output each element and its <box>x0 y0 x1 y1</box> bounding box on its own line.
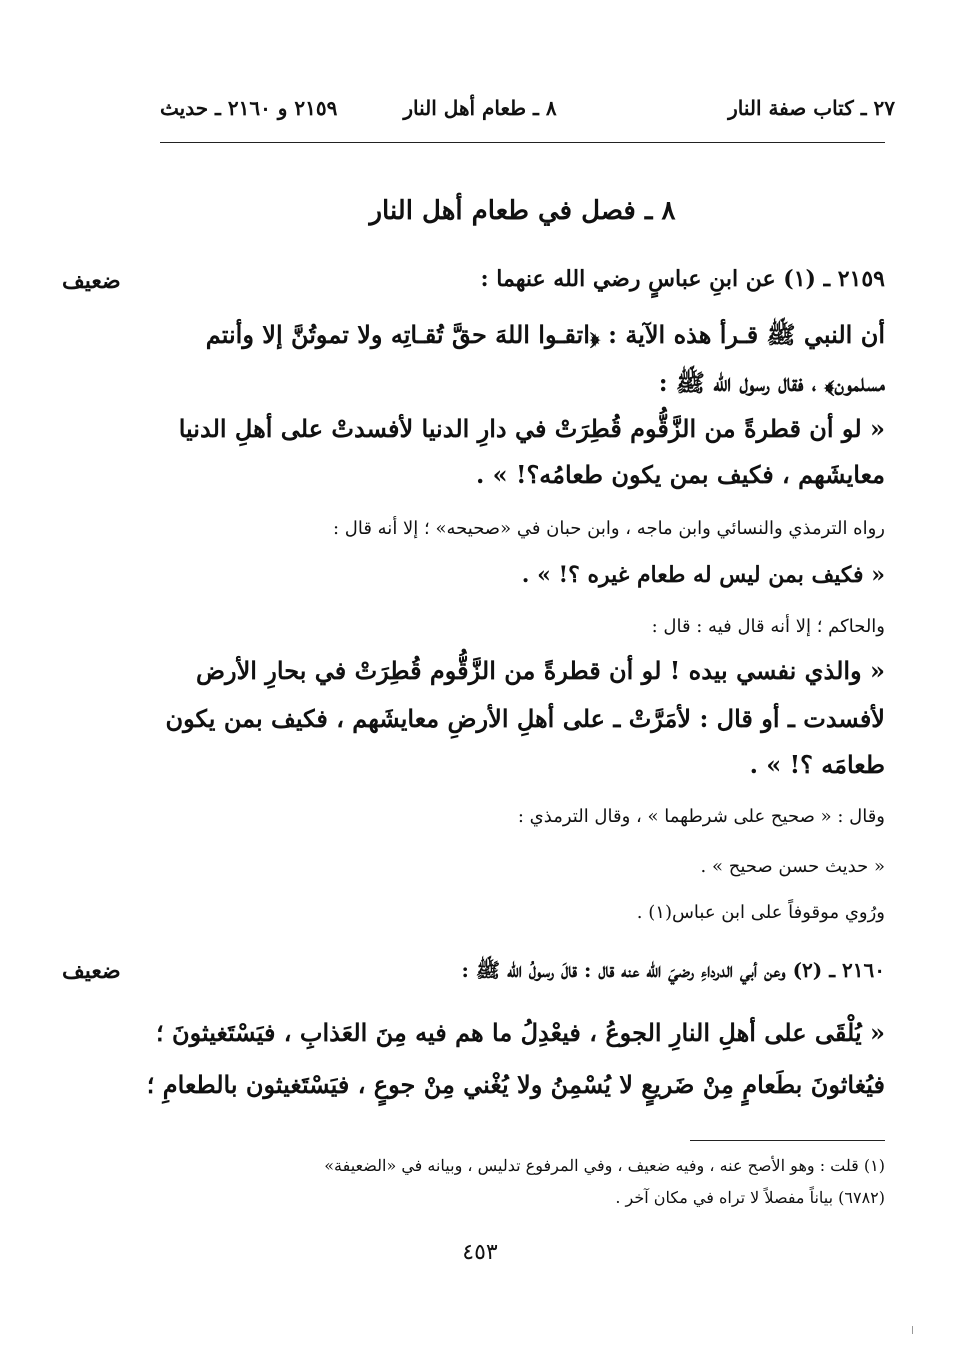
header-divider <box>160 142 885 143</box>
scan-mark <box>912 1326 913 1334</box>
page-number: ٤٥٣ <box>462 1240 498 1265</box>
variant-text: « فكيف بمن ليس له طعام غيره ؟! » . <box>521 562 885 588</box>
hadith-2159-intro: ٢١٥٩ ـ (١) عن ابنِ عباسٍ رضي الله عنهما : <box>480 266 885 292</box>
footnote-line: (٦٧٨٢) بياناً مفصلاً لا تراه في مكان آخر . <box>615 1188 885 1207</box>
footnote-line: (١) قلت : وهو الأصح عنه ، وفيه ضعيف ، وفي المرفوع تدليس ، وبيانه في «الضعيفة» <box>324 1156 885 1175</box>
narration-source: رواه الترمذي والنسائي وابن ماجه ، وابن حبان في «صحيحه» ؛ إلا أنه قال : <box>332 518 885 539</box>
hadith-2159-variant-line: « والذي نفسي بيده ! لو أن قطرةً من الزَّقُّوم قُطِرَتْ في بحارِ الأرض <box>195 656 885 685</box>
hadith-2160-intro: ٢١٦٠ ـ (٢) وعن أبي الدرداءِ رضيَ الله عنه قال : قالَ رسولُ الله ﷺ : <box>461 958 885 982</box>
hadith-2159-line: مسلمون﴾ ، فقال رسول الله ﷺ : <box>658 368 885 397</box>
narration-source: والحاكم ؛ إلا أنه قال فيه : قال : <box>651 616 885 637</box>
hadith-2159-line: معايشَهم ، فكيف بمن يكون طعامُه؟! » . <box>475 460 885 489</box>
header-chapter: ٢٧ ـ كتاب صفة النار <box>728 96 895 120</box>
hadith-2160-line: « يُلْقَى على أهلِ النارِ الجوعُ ، فيعْدِلُ ما هم فيه مِنَ العَذابِ ، فيَسْتَغيثونَ ؛ <box>155 1018 885 1047</box>
mawquf-note: ورُوي موقوفاً على ابن عباس(١) . <box>636 902 885 923</box>
footnote-divider <box>690 1140 885 1141</box>
hadith-2159-variant-line: طعامَه ؟! » . <box>749 750 885 779</box>
hadith-2159-variant-line: لأفسدت ـ أو قال : لأمَرَّتْ ـ على أهلِ الأرضِ معايشَهم ، فكيف بمن يكون <box>165 704 885 733</box>
grading-note: وقال : « صحيح على شرطهما » ، وقال الترمذي : <box>517 806 885 827</box>
grade-label-2159: ضعيف <box>62 268 121 294</box>
header-section: ٨ ـ طعام أهل النار <box>403 96 557 120</box>
hadith-2159-line: أن النبي ﷺ قـرأ هذه الآية : ﴿اتقـوا اللهَ حقَّ تُقـاتِه ولا تموتُنَّ إلا وأنتم <box>205 320 885 349</box>
section-title: ٨ ـ فصل في طعام أهل النار <box>369 196 676 226</box>
grade-label-2160: ضعيف <box>62 958 121 984</box>
header-hadith-range: ٢١٥٩ و ٢١٦٠ ـ حديث <box>160 96 338 120</box>
grading-note: « حديث حسن صحيح » . <box>700 856 885 877</box>
hadith-2159-line: « لو أن قطرةً من الزَّقُّوم قُطِرَتْ في دارِ الدنيا لأفسدتْ على أهلِ الدنيا <box>178 414 885 443</box>
hadith-2160-line: فيُغاثونَ بطَعامٍ مِنْ ضَريعٍ لا يُسْمِنُ ولا يُغْني مِنْ جوعٍ ، فيَسْتَغيثون بالطعامِ ؛ <box>146 1070 885 1099</box>
